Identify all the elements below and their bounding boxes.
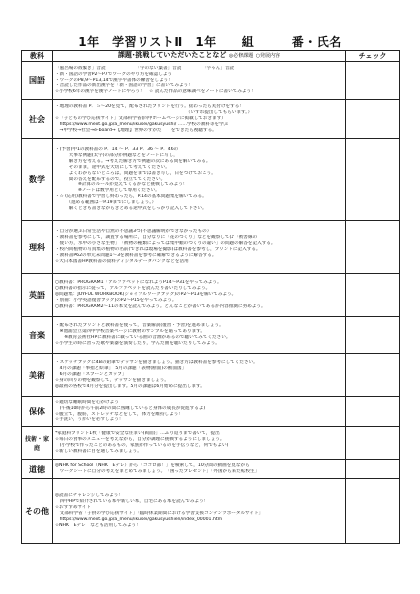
subject-cell: 数学 xyxy=(22,139,53,221)
content-cell xyxy=(53,427,346,460)
content-line: ☆適切な睡眠時間を心がけよう xyxy=(55,399,119,405)
content-line: ・教科書P62の単元末問題1〜3を教科書を参考に確解できるように解答する。 xyxy=(55,252,217,258)
content-line: ・地理の教科書 P．５〜20を見て，配布されたプリントを行う。揺わったら丸付けをする！ xyxy=(55,104,244,110)
subject-cell: 理科 xyxy=(22,221,53,274)
class-label: 組 xyxy=(241,35,255,49)
check-cell[interactable] xyxy=(346,139,400,221)
content-line: 使い方，水中の小さな生物」 「被物の種類によっては集中順のつくりの違い」の問題の解答を記入する。 xyxy=(55,241,276,247)
content-line: ☆小学生の時に習った歌や楽器を演奏したり，学んだ曲を聴いたりしてみよう。 xyxy=(55,340,220,346)
check-cell[interactable] xyxy=(346,221,400,274)
content-line: ◎問題集：JOYFUL WORKBOOK(ジョイフルワークブック)のP2〜P13を解いてみよう。 xyxy=(55,292,237,298)
content-line: ☆小学校6年の漢字を漢字ノートにやろう！ ☆ 読んだ作品の意味調べをノートに書いてみよう！ xyxy=(55,89,256,95)
content-line: ☆大日本図書HP教科書の資料ディジタルデータバンクなどを活用 xyxy=(55,258,189,264)
content-line: ○教科書：PROGRAM2〜11の本文を読んでみよう。どんなことが書いてあるか内容推測に努めよう。 xyxy=(55,303,266,309)
content-cell xyxy=(53,479,346,544)
content-line: (小学校で作ったことのあるもの，家族が作っているのを手伝うなど，何でもよい) xyxy=(55,443,229,448)
check-cell[interactable] xyxy=(346,317,400,354)
page-title xyxy=(0,33,420,50)
content-line: 解き方を考える。→考えた解き方で例題の次にある問を解いてみる。 xyxy=(55,159,211,165)
content-line: 4月の課題「事指と絵筆」 5月の課題「表物(断面)の断面図」 xyxy=(55,366,187,372)
table-row xyxy=(22,139,400,221)
content-line: 解くときも書きながらきとめる途中式をしっかり記入して下さい。 xyxy=(55,205,207,211)
subject-cell: 道徳 xyxy=(22,460,53,479)
check-cell[interactable] xyxy=(346,100,400,139)
subject-cell: 国語 xyxy=(22,62,53,100)
table-row xyxy=(22,397,400,427)
check-cell[interactable] xyxy=(346,274,400,317)
content-line: https://www.mext.go.jp/a_menu/ikusei/gakusyushi/ ……学校の教科等を学ぶ xyxy=(55,121,229,127)
content-cell xyxy=(53,100,346,139)
content-line: ◎最初の各校で4月分を提出します。5月の課題は6月始めに提出します。 xyxy=(55,383,205,389)
check-cell[interactable] xyxy=(346,62,400,100)
content-line: *家庭科プリント1枚「健康で安全な住まい(両面)」…ふり返りまで書いて，提出 xyxy=(55,431,220,437)
content-line: 間の答えを配布するので，役立ててください。 xyxy=(55,176,166,182)
content-cell xyxy=(53,62,346,100)
subject-cell: 美術 xyxy=(22,354,53,397)
content-line: (午後10時から午前2時の間に熟睡していると身体の成長が促進するよ) xyxy=(55,405,206,411)
table-row xyxy=(22,427,400,460)
check-header: チェック xyxy=(346,51,400,62)
table-row xyxy=(22,62,400,100)
grade-label: 1年 xyxy=(78,35,100,49)
content-line: ・新・国語の学習P2〜P7でワークのやり方を確認しよう xyxy=(55,71,173,77)
content-line: ・☆ (応用)教科書で学習し終わったら，P.14の基本問題集を解いてみる。 xyxy=(55,194,207,200)
check-cell[interactable] xyxy=(346,460,400,479)
content-line: ワークシートに自分の考えをまとめてみましょう。 「困ったプレゼント」「外国から来た転校生」 xyxy=(55,469,260,474)
content-header-label: 課題･挑戦していただいたことなど xyxy=(117,51,227,59)
content-line: ☆新しい教科書に目を通してみましょう。 xyxy=(55,448,142,454)
grade-label-2: 1年 xyxy=(195,35,217,49)
subject-cell: 音楽 xyxy=(22,317,53,354)
content-line: ※池浦会立第四中学校音楽ページに教材のサンプルを貼ってあります。 xyxy=(55,329,205,335)
table-header-row xyxy=(22,51,400,62)
check-cell[interactable] xyxy=(346,397,400,427)
content-line: ☆毎日の食事のメニューを考えながら，自分が調理に挑戦するようにしましょう。 xyxy=(55,437,225,443)
content-line: 四中HPで紹介されている本や新しい本，自宅にある本を読んでみよう！ xyxy=(55,499,209,505)
check-cell[interactable] xyxy=(346,354,400,397)
table-row xyxy=(22,479,400,544)
check-cell[interactable] xyxy=(346,427,400,460)
content-line: ◎読書にチャレンジしてみよう！ xyxy=(55,493,123,499)
content-line: ・(予習)中1の教科書の P．14 〜 P．33 P．36 〜 P．46の xyxy=(55,147,179,153)
content-line: ※計算のルールが見えてくるかなと挑戦してみよう！ xyxy=(55,182,188,188)
content-line: ※教育芸術社HPに教科書に載っている曲の音源があるので聴いてみてください。 xyxy=(55,335,231,340)
study-list-table xyxy=(21,50,400,544)
content-line: https://www.mext.go.jp/a_menu/ikusei/gakusyushien/index_00001.htm xyxy=(55,516,223,522)
content-line: （いずれ提出してもらいます。） xyxy=(55,110,253,116)
content-cell xyxy=(53,354,346,397)
subject-cell: 英語 xyxy=(22,274,53,317)
table-row xyxy=(22,100,400,139)
subject-cell: 社会 xyxy=(22,100,53,139)
content-cell xyxy=(53,317,346,354)
content-line: ☆腹立て，腹筋，ストレッチなどをして，体力を維持しよう！ xyxy=(55,411,183,417)
content-cell xyxy=(53,460,346,479)
content-cell xyxy=(53,139,346,221)
content-line: ・スケッチブックに4Bの鉛筆でデッサンを描きましょう。描き方は教科書を参考にしてください。 xyxy=(55,360,258,366)
content-line: 「風呂場の殻繋ぎ」音読 「字のない葉書」音読 「字ゃん」音読 xyxy=(55,65,235,71)
content-line: ・別冊：小学英語復習ブック]のP2〜P15をやってみよう。 xyxy=(55,297,177,303)
content-line: ・校内同植物の写真集の植物の名前(できれば現場を撮影)は教科書を参考し，プリントに記入する。 xyxy=(55,247,261,252)
content-line: ・音読した作品の新出漢字を「新・国語の学習」に書いてみよう！ xyxy=(55,83,193,89)
subject-header: 教科 xyxy=(22,51,53,62)
content-line: ○教科書の指示に従って，アルファベットを読んだり書いたりしてみよう。 xyxy=(55,286,211,292)
content-line: ※ノートは数学用として専用ください。 xyxy=(55,188,160,194)
content-line: ・ワークのP8,9〜P13,14で漢字や書体の練習をしよう！ xyxy=(55,77,173,83)
subject-cell: その他 xyxy=(22,479,53,544)
subject-cell: 技術・家庭 xyxy=(22,427,53,460)
content-header xyxy=(53,51,346,62)
table-row xyxy=(22,317,400,354)
optional-mark-label: ○発展内容 xyxy=(255,53,281,59)
content-line: ☆NHK Eテレ なども活用してみよう！ xyxy=(55,522,141,528)
table-row xyxy=(22,354,400,397)
content-line: 大事な例題(太字)の部分が例題などをノートに写し， xyxy=(55,153,178,159)
list-title: 学習リストⅡ xyxy=(112,35,183,49)
number-name-label: 番・氏名 xyxy=(291,35,342,49)
content-line: 6月の課題「スプーンとカップ」 xyxy=(55,372,127,378)
content-cell xyxy=(53,221,346,274)
content-line: 文部科学省「子供の学び応援サイト」「臨時休業期間における学習支援コンテンツポータルサイト」 xyxy=(55,511,264,516)
content-line: ○教科書：PROGRAM1「アルファベットになれようP14〜P31をやってみよう。 xyxy=(55,280,222,286)
content-line: ☆手洗い，うがいを必ずしよう！ xyxy=(55,417,124,423)
content-line: ☆おすすめサイト xyxy=(55,505,91,511)
content-cell xyxy=(53,274,346,317)
content-line: →中学校→社会→e-board→【地理】世界のすがた をできたら視聴する。 xyxy=(55,127,217,133)
content-line: （進める範囲は一P.19までにしましょう。） xyxy=(55,199,157,205)
content-line: ・自分が選ぶ日常生活や自然の不思議3つ(不思議解明ができなかったもの） xyxy=(55,229,212,235)
subject-cell: 保体 xyxy=(22,397,53,427)
content-line: ◎NHK for School（NHK Eテレ）から「ココロ部！」を検索して，10分間の動画を見ながら xyxy=(55,463,250,469)
table-row xyxy=(22,274,400,317)
content-cell xyxy=(53,397,346,427)
content-line: よくわからないところは，問題をまでは書き写し，日をつけておこう。 xyxy=(55,170,216,176)
content-line: ☆身の回りの物を観察して，デッサンを描きましょう。 xyxy=(55,377,169,383)
table-row xyxy=(22,460,400,479)
required-mark-label: ◎必修課題 xyxy=(228,53,254,59)
table-row xyxy=(22,221,400,274)
content-line: ・配布されたプリントと教科書を使って，音楽解説(復習・予習)を進めましょう。 xyxy=(55,323,224,329)
content-line: そのまま，途中式を大切にして考えてください。 xyxy=(55,164,170,170)
check-cell[interactable] xyxy=(346,479,400,544)
content-line: ・教科書を参考にして，調査する場所に，自分なりに「花のつくり」などを観察して(♪「被害線の xyxy=(55,235,258,241)
content-line: ☆「子どもの学び応援サイト」文部科学省(四中ホームページに掲載しておきます） xyxy=(55,116,226,122)
